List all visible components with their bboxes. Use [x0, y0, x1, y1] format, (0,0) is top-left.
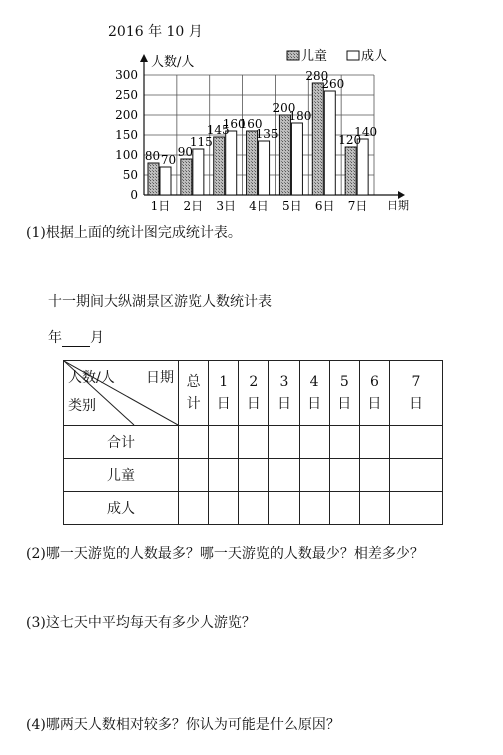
bar-adults [193, 149, 204, 195]
data-label-adults: 260 [321, 77, 345, 91]
day-6-header: 6 日 [359, 361, 389, 426]
x-tick-label: 1日 [150, 199, 171, 213]
row-label-total: 合计 [64, 426, 179, 459]
day-3-header: 3 日 [269, 361, 299, 426]
x-tick-label: 4日 [249, 199, 269, 213]
day-7-header: 7 日 [390, 361, 443, 426]
y-axis-arrow [140, 54, 148, 62]
table-cell[interactable] [359, 459, 389, 492]
table-cell[interactable] [299, 459, 329, 492]
table-cell[interactable] [179, 459, 209, 492]
y-tick-label: 150 [115, 128, 138, 142]
data-label-children: 160 [239, 117, 263, 131]
bar-adults [357, 139, 368, 195]
bar-children [279, 115, 290, 195]
year-month-line [48, 327, 104, 347]
row-label-adults: 成人 [64, 492, 179, 525]
table-cell[interactable] [269, 492, 299, 525]
table-cell[interactable] [329, 459, 359, 492]
chart-legend [287, 48, 387, 64]
y-tick-label: 250 [115, 88, 138, 102]
day-5-header: 5 日 [329, 361, 359, 426]
statistics-table [63, 360, 443, 525]
data-label-children: 80 [144, 149, 161, 163]
legend-swatch-adults [347, 51, 359, 60]
bar-children [148, 163, 159, 195]
table-cell[interactable] [329, 426, 359, 459]
corner-people-label: 人数/人 [68, 370, 115, 386]
table-cell[interactable] [269, 459, 299, 492]
data-label-adults: 180 [288, 109, 312, 123]
row-total [64, 426, 443, 459]
bar-adults [324, 91, 335, 195]
day-4-header: 4 日 [299, 361, 329, 426]
table-header-row [64, 361, 443, 426]
question-4: (4)哪两天人数相对较多？你认为可能是什么原因？ [26, 717, 340, 733]
table-cell[interactable] [269, 426, 299, 459]
table-cell[interactable] [390, 492, 443, 525]
bar-children [345, 147, 356, 195]
x-tick-label: 5日 [282, 199, 302, 213]
x-tick-label: 2日 [183, 199, 204, 213]
legend-label-adults: 成人 [361, 49, 388, 64]
bar-children [181, 159, 192, 195]
question-1: (1)根据上面的统计图完成统计表。 [26, 225, 242, 241]
y-axis-label: 人数/人 [151, 55, 195, 70]
x-tick-label: 7日 [347, 199, 368, 213]
table-cell[interactable] [239, 492, 269, 525]
corner-category-label: 类别 [68, 398, 96, 414]
y-tick-label: 50 [122, 168, 138, 182]
x-axis-arrow [398, 191, 405, 199]
bar-children [312, 83, 323, 195]
data-label-children: 145 [206, 123, 230, 137]
row-adults [64, 492, 443, 525]
table-cell[interactable] [299, 426, 329, 459]
y-tick-label: 200 [115, 108, 138, 122]
bar-adults [226, 131, 237, 195]
table-corner-cell [64, 361, 179, 426]
bar-chart [0, 0, 503, 220]
row-label-children: 儿童 [64, 459, 179, 492]
table-cell[interactable] [390, 459, 443, 492]
data-label-children: 120 [338, 133, 362, 147]
data-label-adults: 140 [354, 125, 378, 139]
data-label-adults: 115 [189, 135, 213, 149]
row-children [64, 459, 443, 492]
table-cell[interactable] [209, 459, 239, 492]
table-cell[interactable] [329, 492, 359, 525]
y-tick-label: 100 [115, 148, 138, 162]
table-cell[interactable] [239, 459, 269, 492]
table-cell[interactable] [239, 426, 269, 459]
date-caption: 2016 年 10 月 [108, 24, 203, 40]
month-label: 月 [90, 330, 104, 346]
data-label-children: 90 [177, 145, 193, 159]
x-tick-label: 6日 [314, 199, 335, 213]
bar-adults [259, 141, 270, 195]
bar-adults [160, 167, 171, 195]
table-cell[interactable] [359, 492, 389, 525]
data-label-adults: 160 [222, 117, 246, 131]
table-cell[interactable] [299, 492, 329, 525]
day-1-header: 1 日 [209, 361, 239, 426]
data-label-children: 280 [305, 69, 329, 83]
table-cell[interactable] [179, 426, 209, 459]
legend-label-children: 儿童 [301, 49, 328, 64]
question-2: (2)哪一天游览的人数最多？哪一天游览的人数最少？相差多少？ [26, 546, 424, 562]
table-cell[interactable] [209, 492, 239, 525]
table-cell[interactable] [179, 492, 209, 525]
total-column-header: 总 计 [179, 361, 209, 426]
y-tick-label: 300 [115, 68, 138, 82]
bar-adults [291, 123, 302, 195]
y-tick-label: 0 [130, 188, 138, 202]
data-label-children: 200 [272, 101, 296, 115]
table-title: 十一期间大纵湖景区游览人数统计表 [48, 294, 272, 310]
data-label-adults: 135 [255, 127, 279, 141]
question-3: (3)这七天中平均每天有多少人游览？ [26, 615, 256, 631]
table-cell[interactable] [209, 426, 239, 459]
x-axis-label: 日期 [387, 199, 409, 212]
legend-swatch-children [287, 51, 299, 60]
table-cell[interactable] [390, 426, 443, 459]
month-blank[interactable] [62, 332, 90, 347]
year-label: 年 [48, 330, 62, 346]
bar-children [214, 137, 225, 195]
x-tick-label: 3日 [216, 199, 236, 213]
day-2-header: 2 日 [239, 361, 269, 426]
table-cell[interactable] [359, 426, 389, 459]
corner-date-label: 日期 [146, 370, 174, 386]
data-label-adults: 70 [160, 153, 177, 167]
